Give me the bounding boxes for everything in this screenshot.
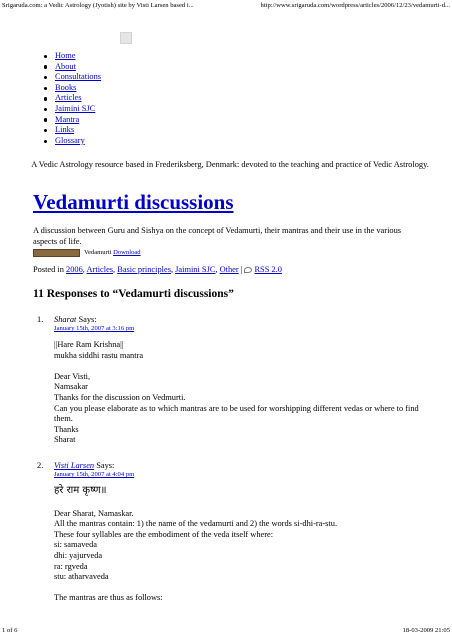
category-link-basic-principles[interactable]: Basic principles (117, 265, 171, 274)
nav-item-home (40, 51, 101, 62)
page-title[interactable]: Vedamurti discussions (33, 190, 234, 214)
pdf-badge-icon (33, 249, 80, 257)
nav-item-links (40, 125, 101, 136)
nav-item-consultations (40, 72, 101, 83)
pipe-separator: | (240, 265, 243, 274)
print-header-url: http://www.srigaruda.com/wordpress/articles/2006/12/23/vedamurti-d... (260, 2, 450, 9)
comment-line: All the mantras contain: 1) the name of the vedamurti and 2) the words si-dhi-ra-stu. (54, 519, 338, 529)
nav-item-articles (40, 93, 101, 104)
posted-in-prefix: Posted in (33, 265, 64, 274)
nav-item-about (40, 62, 101, 73)
nav-link-articles[interactable]: Articles (55, 93, 82, 103)
download-row (33, 248, 141, 257)
print-footer (2, 627, 450, 637)
comment-line: These four syllables are the embodiment of the veda itself where: (54, 529, 274, 539)
nav-link-mantra[interactable]: Mantra (55, 114, 80, 124)
comment-line: ||Hare Ram Krishna|| (54, 340, 124, 349)
comment-line: Can you please elaborate as to which mantras are to be used for worshipping different vedas or where to find them. (54, 403, 419, 424)
nav-link-jaimini-sjc[interactable]: Jaimini SJC (55, 103, 96, 113)
article-description: A discussion between Guru and Sishya on the concept of Vedamurti, their mantras and their use in the various aspects of life. (33, 226, 402, 246)
comment-body (54, 340, 429, 446)
posted-in: Posted in 2006, Articles, Basic principles, Jaimini SJC, Other | RSS 2.0 (33, 265, 282, 274)
nav-link-home[interactable]: Home (55, 51, 76, 60)
print-header-title: Srigaruda.com: a Vedic Astrology (Jyotish) site by Visti Larsen based i... (2, 2, 194, 9)
nav-link-books[interactable]: Books (55, 82, 77, 92)
page-count: 1 of 6 (2, 627, 18, 634)
comment-date-link[interactable]: January 15th, 2007 at 3:16 pm (54, 325, 135, 332)
comment-says: Says: (96, 461, 115, 470)
comment-line: mukha siddhi rastu mantra (54, 350, 144, 360)
nav-item-mantra (40, 115, 101, 126)
nav-item-glossary (40, 136, 101, 147)
comment-line: si: samaveda (54, 540, 98, 550)
comment-line: Thanks for the discussion on Vedmurti. (54, 392, 186, 402)
comment-author-line (54, 461, 114, 471)
comment-line: Dear Visti, (54, 371, 91, 381)
nav-link-about[interactable]: About (55, 61, 76, 71)
comment-line: The mantras are thus as follows: (54, 593, 163, 603)
category-link-2006[interactable]: 2006 (66, 265, 83, 274)
comment-number: 1. (37, 315, 44, 324)
site-tagline: A Vedic Astrology resource based in Frederiksberg, Denmark: devoted to the teaching and practice of Vedic Astrology. (31, 160, 429, 169)
comment-date-link[interactable]: January 15th, 2007 at 4:04 pm (54, 471, 135, 478)
nav-item-books (40, 83, 101, 94)
rss-link[interactable]: RSS 2.0 (254, 265, 282, 274)
comment-bubble-icon (244, 267, 252, 273)
nav-link-links[interactable]: Links (55, 125, 75, 135)
comment-line: Dear Sharat, Namaskar. (54, 508, 134, 518)
comment-line: dhi: yajurveda (54, 550, 103, 560)
nav-link-glossary[interactable]: Glossary (55, 135, 85, 145)
comment-author-line (54, 315, 97, 325)
comment-line: Sharat (54, 435, 76, 445)
nav-link-consultations[interactable]: Consultations (55, 72, 102, 82)
category-link-other[interactable]: Other (219, 265, 239, 274)
comment-line: Thanks (54, 424, 79, 434)
category-link-jaimini-sjc[interactable]: Jaimini SJC (175, 265, 216, 274)
responses-heading: 11 Responses to “Vedamurti discussions” (33, 288, 234, 300)
print-timestamp: 18-03-2009 21:05 (402, 627, 450, 634)
download-link[interactable]: Download (113, 249, 141, 256)
logo-image-placeholder (120, 32, 132, 44)
comment-author-link[interactable]: Visti Larsen (54, 461, 95, 470)
comment-line: ra: rgveda (54, 561, 88, 571)
comment-body (54, 484, 429, 604)
comment-number: 2. (37, 461, 44, 470)
comment-line: Namsakar (54, 382, 88, 392)
category-link-articles[interactable]: Articles (86, 265, 114, 274)
comment-author: Sharat (54, 315, 77, 324)
main-nav (40, 51, 101, 146)
print-header (2, 2, 450, 12)
nav-item-jaimini-sjc (40, 104, 101, 115)
comment-line: stu: atharvaveda (54, 572, 109, 582)
download-prefix: Vedamurti (84, 249, 112, 256)
comment-devanagari-line: हरे राम कृष्ण॥ (54, 485, 107, 496)
comment-says: Says: (78, 315, 97, 324)
